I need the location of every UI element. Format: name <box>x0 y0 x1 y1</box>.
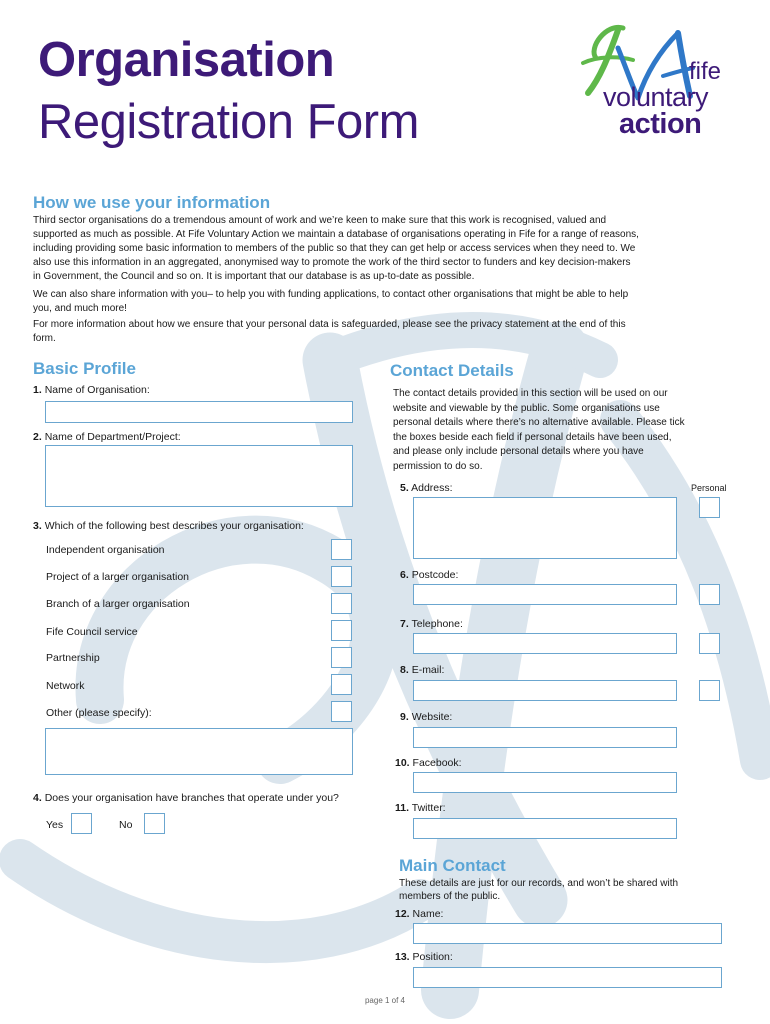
option-partnership-checkbox[interactable] <box>331 647 352 668</box>
how-we-use-heading: How we use your information <box>33 193 271 212</box>
basic-profile-heading: Basic Profile <box>33 359 136 378</box>
option-project-checkbox[interactable] <box>331 566 352 587</box>
q7-label: 7. Telephone: <box>400 618 463 630</box>
option-independent-label: Independent organisation <box>46 544 165 556</box>
postcode-personal-checkbox[interactable] <box>699 584 720 605</box>
option-independent-checkbox[interactable] <box>331 539 352 560</box>
website-field[interactable] <box>413 727 677 748</box>
how-we-use-para2 <box>33 288 628 316</box>
para1-line: Third sector organisations do a tremendous amount of work and we’re keen to make sure that this work is recognised, valued and <box>33 215 607 226</box>
email-field[interactable] <box>413 680 677 701</box>
telephone-personal-checkbox[interactable] <box>699 633 720 654</box>
q5-label: 5. Address: <box>400 482 453 494</box>
personal-column-label: Personal <box>691 483 727 493</box>
q3-label: 3. Which of the following best describes your organisation: <box>33 520 304 532</box>
option-council-label: Fife Council service <box>46 626 138 638</box>
contact-intro <box>393 387 685 474</box>
option-council-checkbox[interactable] <box>331 620 352 641</box>
main-contact-intro-line: These details are just for our records, and won’t be shared with <box>399 878 679 889</box>
para1-line: supported as much as possible. At Fife Voluntary Action we maintain a database of organisations operating in Fife for a range of reasons, <box>33 229 639 240</box>
department-project-field[interactable] <box>45 445 353 507</box>
contact-intro-line: and please only include personal details where you have <box>393 446 644 457</box>
page-number: page 1 of 4 <box>364 996 406 1005</box>
q8-label: 8. E-mail: <box>400 664 445 676</box>
q9-label: 9. Website: <box>400 711 453 723</box>
logo-word-voluntary: voluntary <box>603 82 709 112</box>
facebook-field[interactable] <box>413 772 677 793</box>
how-we-use-para3 <box>33 318 626 346</box>
contact-intro-line: personal details where there’s no alternative available. Please tick <box>393 417 685 428</box>
para3-line: For more information about how we ensure that your personal data is safeguarded, please see the privacy statement at the end of this <box>33 319 626 330</box>
how-we-use-para1 <box>33 214 639 284</box>
page-title-line2: Registration Form <box>38 95 419 149</box>
option-network-label: Network <box>46 680 85 692</box>
address-personal-checkbox[interactable] <box>699 497 720 518</box>
organisation-name-field[interactable] <box>45 401 353 423</box>
yes-label: Yes <box>46 819 64 831</box>
para2-line: you, and much more! <box>33 303 127 314</box>
q1-label: 1. Name of Organisation: <box>33 384 150 396</box>
no-checkbox[interactable] <box>144 813 165 834</box>
q12-label: 12. Name: <box>395 908 444 920</box>
main-contact-heading: Main Contact <box>399 856 506 875</box>
yes-checkbox[interactable] <box>71 813 92 834</box>
q4-label: 4. Does your organisation have branches that operate under you? <box>33 792 339 804</box>
main-contact-intro-line: members of the public. <box>399 890 501 902</box>
para1-line: including providing some basic information to members of the public so that they can get help or access services when they need to. We <box>33 243 636 254</box>
option-partnership-label: Partnership <box>46 652 100 664</box>
q13-label: 13. Position: <box>395 951 453 963</box>
contact-details-heading: Contact Details <box>390 361 514 380</box>
contact-intro-line: the boxes beside each field if personal details have been used, <box>393 431 672 443</box>
option-branch-label: Branch of a larger organisation <box>46 598 190 610</box>
email-personal-checkbox[interactable] <box>699 680 720 701</box>
twitter-field[interactable] <box>413 818 677 839</box>
para1-line: in Government, the Council and so on. It is important that our database is as up-to-date as possible. <box>33 271 475 282</box>
q2-label: 2. Name of Department/Project: <box>33 431 181 443</box>
contact-intro-line: permission to do so. <box>393 460 483 472</box>
logo-word-action: action <box>619 108 702 140</box>
option-network-checkbox[interactable] <box>331 674 352 695</box>
contact-intro-line: The contact details provided in this section will be used on our <box>393 388 668 399</box>
contact-intro-line: website and viewable by the public. Some organisations use <box>393 402 660 414</box>
option-other-checkbox[interactable] <box>331 701 352 722</box>
logo-word-fife: fife <box>689 58 722 85</box>
postcode-field[interactable] <box>413 584 677 605</box>
main-contact-intro <box>399 878 678 903</box>
para3-line: form. <box>33 333 56 344</box>
address-field[interactable] <box>413 497 677 559</box>
option-other-label: Other (please specify): <box>46 707 152 719</box>
page-title-line1: Organisation <box>38 33 335 87</box>
q11-label: 11. Twitter: <box>395 802 446 814</box>
contact-name-field[interactable] <box>413 923 722 944</box>
telephone-field[interactable] <box>413 633 677 654</box>
no-label: No <box>119 819 133 831</box>
contact-position-field[interactable] <box>413 967 722 988</box>
para2-line: We can also share information with you– to help you with funding applications, to contact other organisations that might be able to help <box>33 289 629 300</box>
option-project-label: Project of a larger organisation <box>46 571 189 583</box>
para1-line: also use this information in an aggregated, anonymised way to promote the work of the third sector to funders and key decision-makers <box>33 257 631 268</box>
option-branch-checkbox[interactable] <box>331 593 352 614</box>
other-specify-field[interactable] <box>45 728 353 775</box>
q10-label: 10. Facebook: <box>395 757 462 769</box>
q6-label: 6. Postcode: <box>400 569 459 581</box>
